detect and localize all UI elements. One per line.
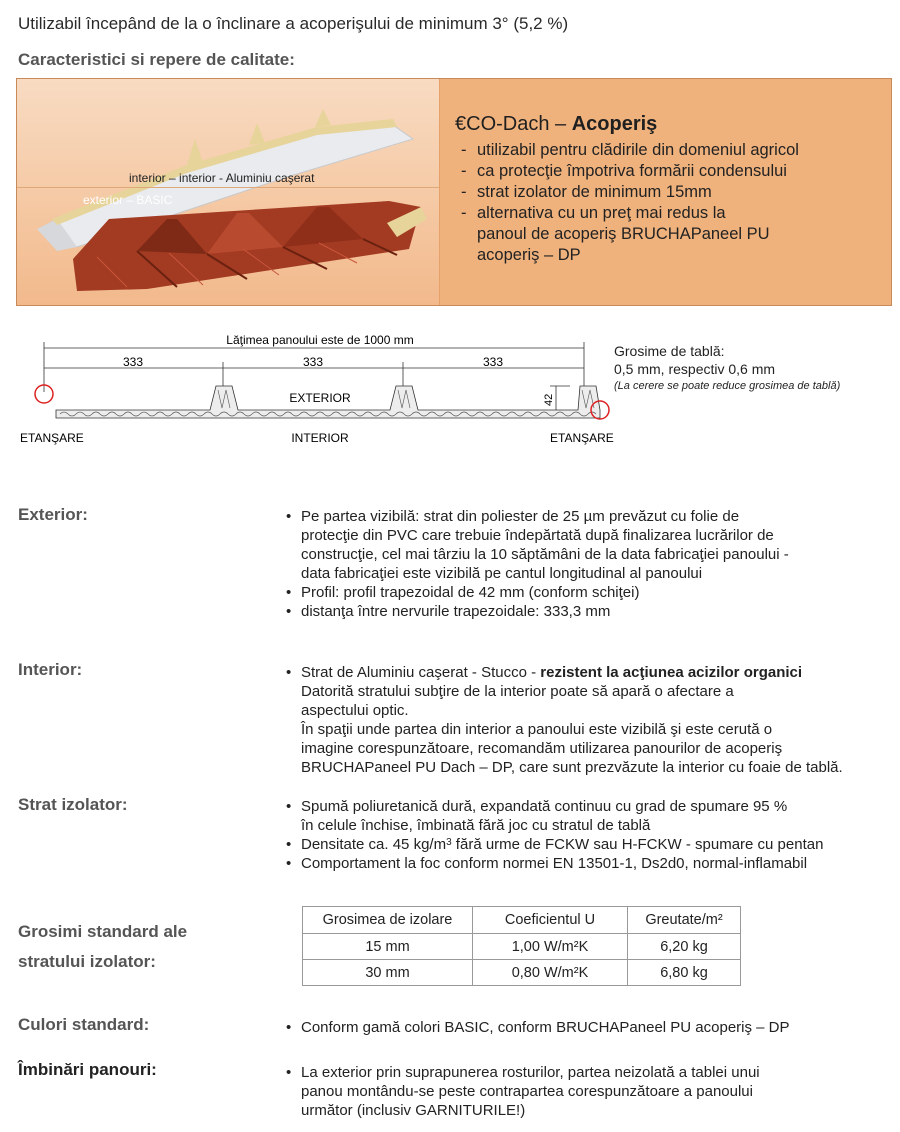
insulation-body <box>286 797 896 873</box>
table-row <box>303 934 741 960</box>
interior-text: Strat de Aluminiu caşerat - Stucco - <box>301 664 541 681</box>
text-line: panou montându-se peste contrapartea corespunzătoare a panoului <box>301 1083 753 1100</box>
text-line: următor (inclusiv GARNITURILE!) <box>301 1102 526 1119</box>
rib-height-label: 42 <box>543 393 555 406</box>
table-header-row <box>303 907 741 934</box>
feature-item: - utilizabil pentru clădirile din domeniul agricol <box>455 140 885 161</box>
text-line: BRUCHAPaneel PU Dach – DP, care sunt prezvăzute la interior cu foaie de tablă. <box>301 759 843 776</box>
joints-body <box>286 1063 896 1120</box>
sheet-thickness-info <box>614 342 900 394</box>
text-line: Datorită stratului subţire de la interior poate să apară o afectare a <box>301 683 734 700</box>
width-label: Lăţimea panoului este de 1000 mm <box>226 333 414 347</box>
feature-continuation: acoperiş – DP <box>477 246 581 264</box>
insulation-item <box>286 797 896 835</box>
exterior-item: • distanţa între nervurile trapezoidale: 333,3 mm <box>286 602 896 621</box>
insulation-item: • Comportament la foc conform normei EN 13501-1, Ds2d0, normal-inflamabil <box>286 854 896 873</box>
intro-line: Utilizabil începând de la o înclinare a acoperişului de minimum 3° (5,2 %) <box>18 14 569 33</box>
table-cell: 0,80 W/m²K <box>473 960 628 986</box>
text-line: construcţie, cel mai târziu la 10 săptămâni de la data fabricaţiei panoului - <box>301 546 789 563</box>
banner-divider <box>17 187 440 188</box>
seal-label-left: ETANŞARE <box>20 431 84 445</box>
interior-item <box>286 663 896 682</box>
seal-label-right: ETANŞARE <box>550 431 614 445</box>
colors-body <box>286 1018 896 1037</box>
spacing-label: 333 <box>122 355 144 369</box>
product-name: Acoperiş <box>571 113 658 135</box>
text-line: în celule închise, îmbinată fără joc cu stratul de tablă <box>301 817 651 834</box>
product-title <box>455 113 885 136</box>
text-line: • Pe partea vizibilă: strat din poliester de 25 µm prevăzut cu folie de <box>301 508 740 525</box>
text-line: data fabricaţiei este vizibilă pe cantul longitudinal al panoului <box>301 565 703 582</box>
feature-item: - ca protecţie împotriva formării condensului <box>455 161 885 182</box>
table-cell: 30 mm <box>303 960 473 986</box>
spacing-label: 333 <box>302 355 324 369</box>
density-exponent: 3 <box>446 837 452 848</box>
sheet-thickness-note: (La cerere se poate reduce grosimea de tablă) <box>614 380 841 392</box>
banner-description <box>455 113 885 266</box>
roof-panel-illustration <box>17 79 440 305</box>
text-line: imagine corespunzătoare, recomandăm utilizarea panourilor de acoperiş <box>301 740 783 757</box>
insulation-item <box>286 835 896 854</box>
feature-continuation: panoul de acoperiş BRUCHAPaneel PU <box>477 225 770 243</box>
joints-item <box>286 1063 896 1120</box>
colors-item: • Conform gamă colori BASIC, conform BRUCHAPaneel PU acoperiş – DP <box>286 1018 896 1037</box>
density-text-rest: fără urme de FCKW sau H-FCKW - spumare cu pentan <box>451 836 824 853</box>
column-header: Grosimea de izolare <box>303 907 473 934</box>
joints-heading: Îmbinări panouri: <box>18 1060 157 1079</box>
table-row <box>303 960 741 986</box>
feature-list <box>455 140 885 266</box>
characteristics-heading: Caracteristici si repere de calitate: <box>18 50 295 69</box>
table-cell: 1,00 W/m²K <box>473 934 628 960</box>
heading-line: Grosimi standard ale <box>18 922 188 941</box>
feature-item: - strat izolator de minimum 15mm <box>455 182 885 203</box>
exterior-item: • Profil: profil trapezoidal de 42 mm (conform schiţei) <box>286 583 896 602</box>
standard-thickness-heading <box>18 917 187 977</box>
exterior-body <box>286 507 896 621</box>
feature-item: - alternativa cu un preţ mai redus la <box>455 203 885 224</box>
table-cell: 15 mm <box>303 934 473 960</box>
sheet-thickness-values: 0,5 mm, respectiv 0,6 mm <box>614 361 776 377</box>
label-exterior: exterior – BASIC <box>83 193 173 207</box>
panel-cross-section <box>20 326 620 456</box>
sheet-thickness-title: Grosime de tablă: <box>614 343 725 359</box>
exterior-label: EXTERIOR <box>289 391 351 405</box>
insulation-heading: Strat izolator: <box>18 795 128 814</box>
interior-text-bold: rezistent la acţiunea acizilor organici <box>540 664 803 681</box>
interior-heading: Interior: <box>18 660 83 679</box>
brand-name: €CO-Dach – <box>455 113 567 135</box>
text-line: aspectului optic. <box>301 702 409 719</box>
text-line: • Spumă poliuretanică dură, expandată continuu cu grad de spumare 95 % <box>301 798 788 815</box>
table-cell: 6,80 kg <box>628 960 741 986</box>
spacing-label: 333 <box>482 355 504 369</box>
exterior-heading: Exterior: <box>18 505 88 524</box>
text-line: În spaţii unde partea din interior a panoului este vizibilă şi este cerută o <box>301 721 773 738</box>
text-line: protecţie din PVC care trebuie îndepărtată după finalizarea lucrărilor de <box>301 527 774 544</box>
insulation-thickness-table <box>302 906 741 986</box>
column-header: Coeficientul U <box>473 907 628 934</box>
colors-heading: Culori standard: <box>18 1015 150 1034</box>
exterior-item <box>286 507 896 583</box>
product-banner <box>16 78 892 306</box>
panel-photo <box>17 79 440 305</box>
text-line: • La exterior prin suprapunerea rosturilor, partea neizolată a tablei unui <box>301 1064 760 1081</box>
column-header: Greutate/m² <box>628 907 741 934</box>
label-interior: interior – interior - Aluminiu caşerat <box>129 171 315 185</box>
heading-line: stratului izolator: <box>18 952 156 971</box>
interior-body <box>286 663 896 777</box>
density-text: Densitate ca. 45 kg/m <box>301 836 447 853</box>
interior-label: INTERIOR <box>291 431 349 445</box>
table-cell: 6,20 kg <box>628 934 741 960</box>
